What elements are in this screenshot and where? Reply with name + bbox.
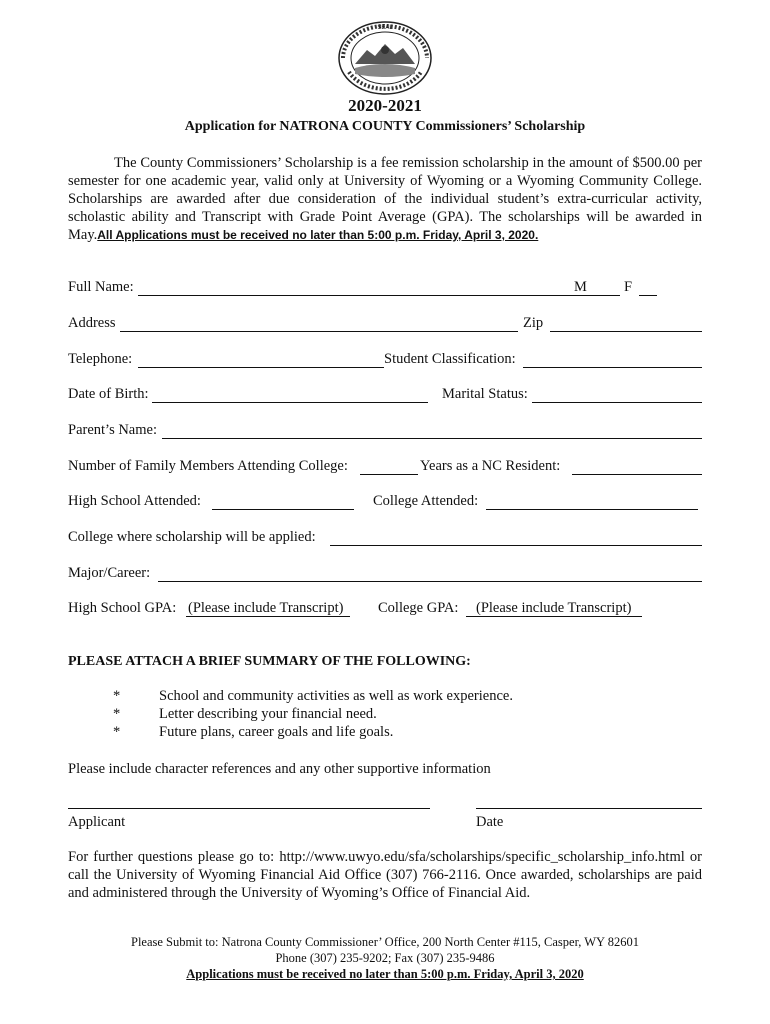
row-family-members [68, 458, 702, 478]
intro-text: The County Commissioners’ Scholarship is a fee remission scholarship in the amount of $500.00 per semester for one academic year, valid only at University of Wyoming or a Wyoming Community College. Scholarships are awarded after due consideration of the individual student’s extra-curricular activity, scholastic ability and Transcript with Grade Point Average (GPA). The scholarships will be awarded in May. [68, 155, 702, 243]
row-college-applied [68, 529, 702, 549]
full-name-field[interactable] [138, 295, 620, 296]
high-school-field[interactable] [212, 509, 354, 510]
references-note: Please include character references and any other supportive information [68, 761, 491, 777]
years-resident-field[interactable] [572, 474, 702, 475]
telephone-field[interactable] [138, 367, 384, 368]
marital-status-field[interactable] [532, 402, 702, 403]
female-label: F [624, 279, 633, 295]
parents-name-field[interactable] [162, 438, 702, 439]
form-title: Application for NATRONA COUNTY Commissioners’ Scholarship [184, 119, 586, 134]
row-address [68, 315, 702, 335]
bullet-marker: * [113, 724, 121, 740]
seal-text: SEAL [377, 25, 393, 31]
family-members-field[interactable] [360, 474, 418, 475]
bullet-marker: * [113, 706, 121, 722]
intro-deadline: All Applications must be received no later than 5:00 p.m. Friday, April 3, 2020. [97, 228, 539, 242]
address-field[interactable] [120, 331, 518, 332]
college-applied-field[interactable] [330, 545, 702, 546]
applicant-label: Applicant [68, 814, 126, 830]
footer-deadline: Applications must be received no later than 5:00 p.m. Friday, April 3, 2020 [186, 967, 584, 981]
college-transcript-note: (Please include Transcript) [476, 600, 632, 616]
female-field[interactable] [639, 295, 657, 296]
dob-label: Date of Birth: [68, 386, 149, 402]
row-high-school [68, 493, 702, 513]
row-dob [68, 386, 702, 406]
telephone-label: Telephone: [68, 351, 133, 367]
county-seal-logo [337, 20, 433, 96]
dob-field[interactable] [152, 402, 428, 403]
address-label: Address [68, 315, 116, 331]
list-item [68, 688, 668, 706]
row-major [68, 565, 702, 585]
date-label: Date [476, 814, 504, 830]
list-item [68, 724, 668, 742]
footer [0, 934, 770, 982]
attach-heading: PLEASE ATTACH A BRIEF SUMMARY OF THE FOLLOWING: [68, 654, 471, 669]
high-school-label: High School Attended: [68, 493, 201, 509]
male-label: M [574, 279, 587, 295]
full-name-label: Full Name: [68, 279, 134, 295]
parents-name-label: Parent’s Name: [68, 422, 157, 438]
list-item-text: Letter describing your financial need. [159, 706, 377, 722]
intro-paragraph [68, 154, 702, 244]
zip-label: Zip [523, 315, 544, 331]
list-item-text: School and community activities as well as work experience. [159, 688, 513, 704]
male-field[interactable] [590, 295, 608, 296]
family-members-label: Number of Family Members Attending College: [68, 458, 348, 474]
row-telephone [68, 351, 702, 371]
student-classification-label: Student Classification: [384, 351, 516, 367]
school-year: 2020-2021 [348, 96, 422, 115]
list-item [68, 706, 668, 724]
hs-gpa-label: High School GPA: [68, 600, 177, 616]
row-gpa [68, 600, 702, 640]
years-resident-label: Years as a NC Resident: [420, 458, 561, 474]
applicant-signature-field[interactable] [68, 808, 430, 809]
marital-status-label: Marital Status: [442, 386, 528, 402]
major-label: Major/Career: [68, 565, 151, 581]
major-field[interactable] [158, 581, 702, 582]
zip-field[interactable] [550, 331, 702, 332]
college-applied-label: College where scholarship will be applied: [68, 529, 316, 545]
student-classification-field[interactable] [523, 367, 702, 368]
attach-list [68, 688, 668, 742]
hs-transcript-note: (Please include Transcript) [188, 600, 344, 616]
submit-address: Please Submit to: Natrona County Commissioner’ Office, 200 North Center #115, Casper, WY 82601 [131, 935, 639, 949]
row-parents-name [68, 422, 702, 442]
further-info-paragraph: For further questions please go to: http://www.uwyo.edu/sfa/scholarships/specific_scholarship_info.html or call the University of Wyoming Financial Aid Office (307) 766-2116. Once awarded, scholarships are paid and administered through the University of Wyoming’s Office of Financial Aid. [68, 849, 702, 901]
bullet-marker: * [113, 688, 121, 704]
college-gpa-label: College GPA: [378, 600, 459, 616]
list-item-text: Future plans, career goals and life goals. [159, 724, 394, 740]
contact-phone: Phone (307) 235-9202; Fax (307) 235-9486 [275, 951, 495, 965]
college-attended-field[interactable] [486, 509, 698, 510]
row-full-name [68, 279, 702, 299]
date-field[interactable] [476, 808, 702, 809]
college-attended-label: College Attended: [373, 493, 479, 509]
